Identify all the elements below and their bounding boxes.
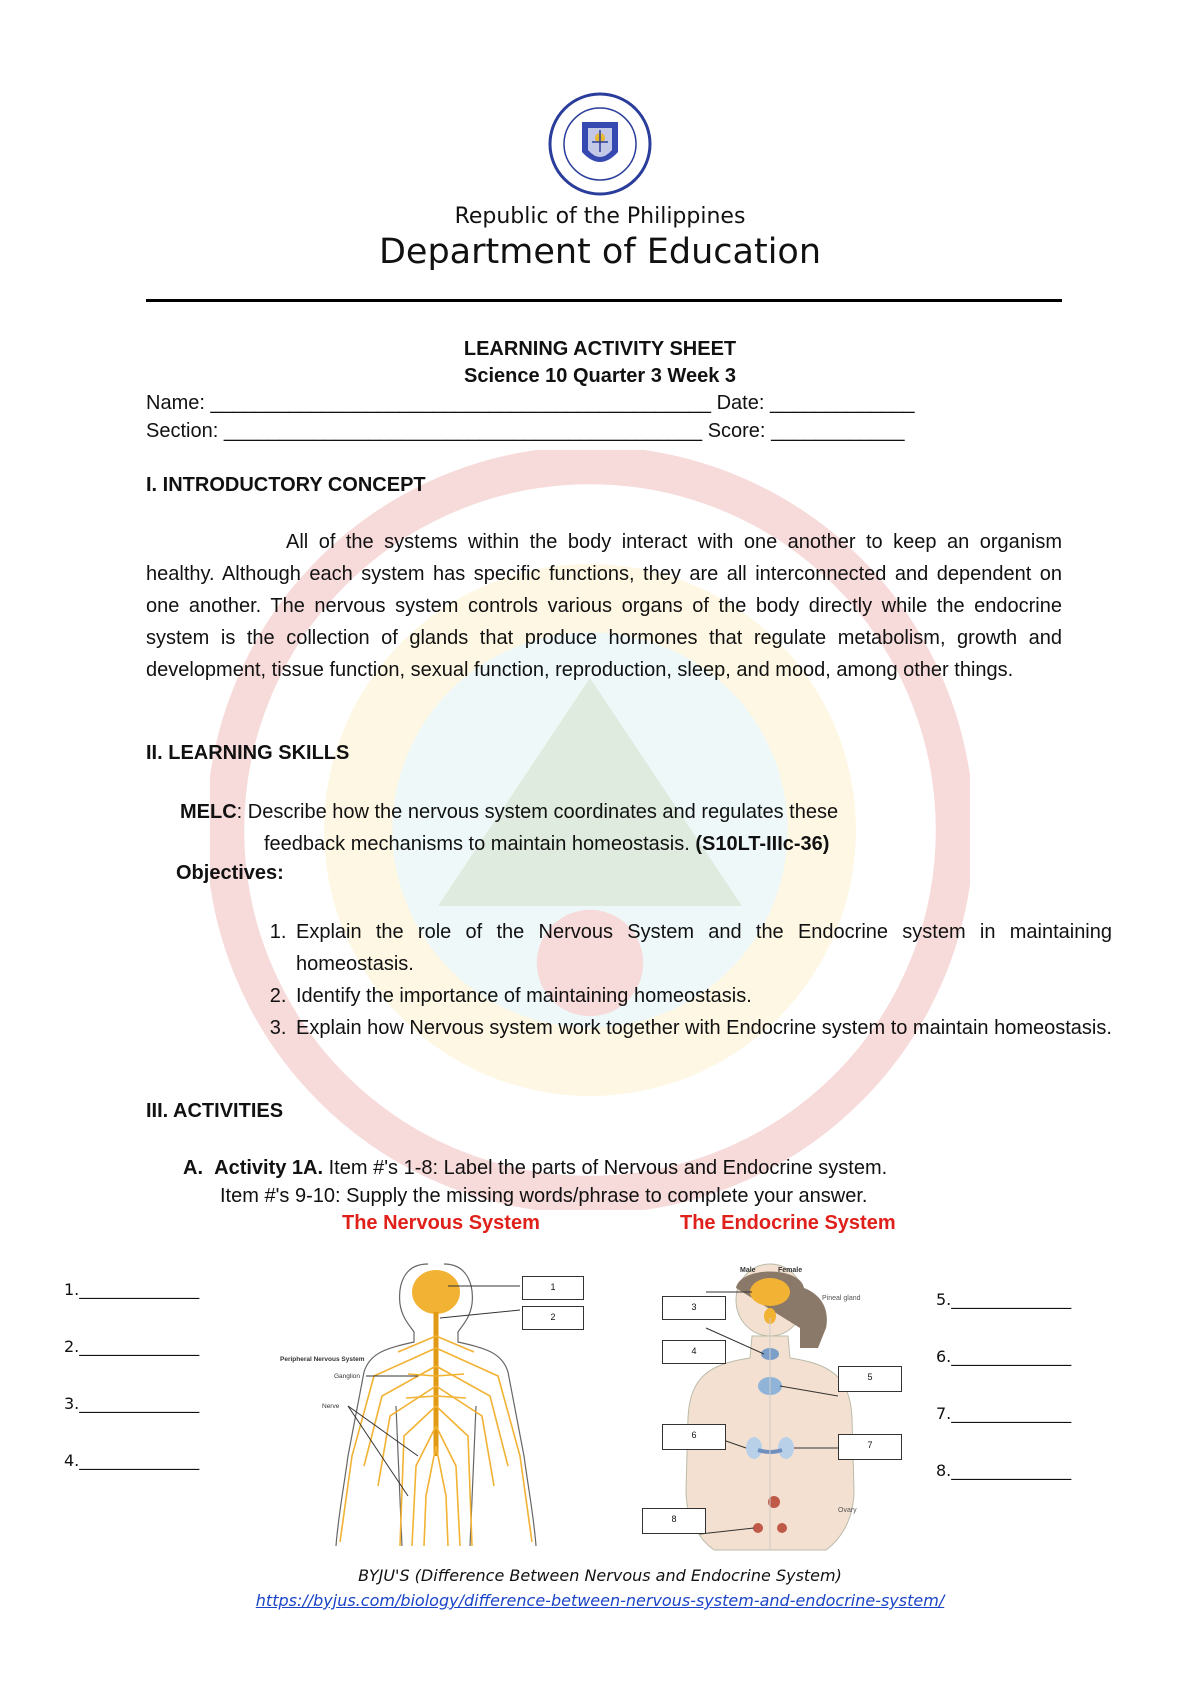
objective-item: 3. Explain how Nervous system work together with Endocrine system to maintain homeostasis.: [292, 1012, 1112, 1044]
section-score-row: [146, 420, 1066, 443]
name-field[interactable]: _____________________________________________: [210, 392, 712, 414]
source-link[interactable]: https://byjus.com/biology/difference-between-nervous-system-and-endocrine-system/: [255, 1591, 945, 1610]
nervous-system-title: The Nervous System: [342, 1212, 540, 1234]
name-date-row: [146, 392, 1066, 415]
activity-line2: Item #'s 9-10: Supply the missing words/phrase to complete your answer.: [220, 1185, 868, 1207]
label-box-1[interactable]: 1: [522, 1276, 584, 1300]
female-label: Female: [778, 1267, 803, 1274]
department-title: Department of Education: [378, 232, 822, 272]
intro-paragraph: [146, 526, 1062, 686]
sheet-title: LEARNING ACTIVITY SHEET: [463, 338, 737, 360]
answer-blank-7[interactable]: 7._______________: [936, 1404, 1072, 1423]
label-box-5[interactable]: 5: [838, 1366, 902, 1392]
answer-blank-5[interactable]: 5._______________: [936, 1290, 1072, 1309]
label-box-2[interactable]: 2: [522, 1306, 584, 1330]
date-label: Date:: [716, 392, 765, 414]
male-label: Male: [740, 1267, 756, 1274]
melc-line2: feedback mechanisms to maintain homeostasis.: [264, 833, 690, 855]
source-link-row: [0, 1591, 1200, 1610]
intro-text: All of the systems within the body interact with one another to keep an organism healthy. Although each system has specific functions, they are all interconnected and dependent on one another. The nervous system controls various organs of the body directly while the endocrine system is the collection of glands that produce hormones that regulate metabolism, growth and development, tissue function, sexual function, reproduction, sleep, and mood, among other things.: [146, 531, 1062, 681]
answer-blank-4[interactable]: 4._______________: [64, 1451, 200, 1470]
label-box-6[interactable]: 6: [662, 1424, 726, 1450]
melc-code: (S10LT-IIIc-36): [695, 833, 830, 855]
melc-label: MELC: [180, 801, 237, 823]
ganglion-label: Ganglion: [334, 1373, 361, 1380]
sheet-subtitle: Science 10 Quarter 3 Week 3: [463, 365, 736, 387]
ovary-label: Ovary: [838, 1507, 857, 1514]
date-field[interactable]: _____________: [769, 392, 915, 414]
endocrine-system-title: The Endocrine System: [680, 1212, 896, 1234]
activity-line1: Item #'s 1-8: Label the parts of Nervous and Endocrine system.: [328, 1157, 888, 1179]
peripheral-label: Peripheral Nervous System: [280, 1356, 365, 1363]
section-label: Section:: [146, 420, 219, 442]
skills-heading: II. LEARNING SKILLS: [146, 742, 350, 764]
republic-text: Republic of the Philippines: [454, 204, 746, 229]
melc-block: [180, 796, 1040, 860]
activity-instructions: [183, 1154, 1083, 1210]
score-label: Score:: [707, 420, 766, 442]
objective-item: 1. Explain the role of the Nervous System and the Endocrine system in maintaining homeostasis.: [292, 916, 1112, 980]
intro-heading: I. INTRODUCTORY CONCEPT: [146, 474, 426, 496]
pineal-label: Pineal gland: [822, 1295, 861, 1302]
activity-letter: A.: [183, 1157, 203, 1179]
label-box-3[interactable]: 3: [662, 1296, 726, 1320]
answer-blank-1[interactable]: 1._______________: [64, 1280, 200, 1299]
label-box-4[interactable]: 4: [662, 1340, 726, 1364]
answer-blank-8[interactable]: 8._______________: [936, 1461, 1072, 1480]
answer-blank-3[interactable]: 3._______________: [64, 1394, 200, 1413]
label-box-8[interactable]: 8: [642, 1508, 706, 1534]
objective-item: 2. Identify the importance of maintaining homeostasis.: [292, 980, 1112, 1012]
answer-blank-6[interactable]: 6._______________: [936, 1347, 1072, 1366]
header-divider: [146, 299, 1062, 302]
deped-seal: [548, 92, 652, 196]
nervous-system-diagram: [278, 1256, 604, 1552]
name-label: Name:: [146, 392, 205, 414]
score-field[interactable]: ____________: [771, 420, 905, 442]
activities-heading: III. ACTIVITIES: [146, 1100, 284, 1122]
answer-blank-2[interactable]: 2._______________: [64, 1337, 200, 1356]
label-box-7[interactable]: 7: [838, 1434, 902, 1460]
nerve-label: Nerve: [322, 1403, 340, 1410]
objectives-list: [244, 916, 1112, 1044]
activity-name: Activity 1A.: [214, 1157, 324, 1179]
objectives-label: Objectives:: [176, 862, 284, 884]
section-field[interactable]: ___________________________________________: [223, 420, 703, 442]
source-credit: BYJU'S (Difference Between Nervous and Endocrine System): [358, 1566, 842, 1585]
melc-line1: : Describe how the nervous system coordinates and regulates these: [236, 801, 839, 823]
